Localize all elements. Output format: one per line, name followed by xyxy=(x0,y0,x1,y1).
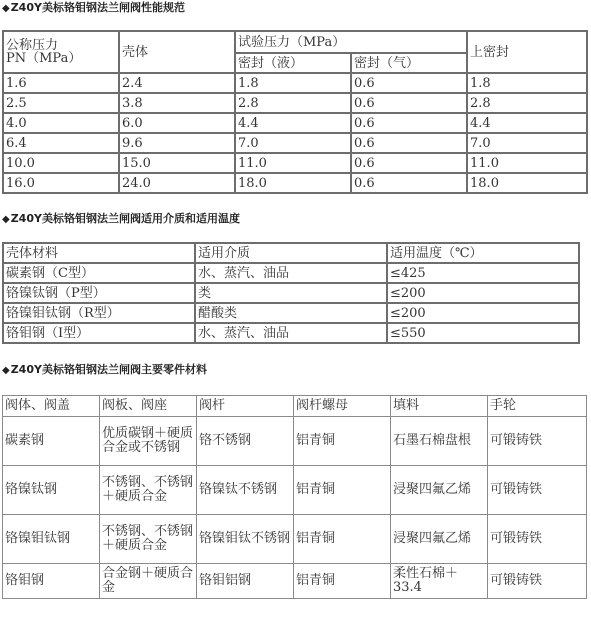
table-cell: ≤550 xyxy=(387,323,579,343)
table-cell: 铬镍钛钢 xyxy=(3,466,100,515)
table-cell: 1.6 xyxy=(3,73,119,93)
section-heading-materials xyxy=(2,362,207,378)
table-cell: 3.8 xyxy=(119,93,235,113)
table-cell: ≤200 xyxy=(387,303,579,323)
table-cell: 合金钢＋硬质合金 xyxy=(100,564,197,599)
table-cell: 4.4 xyxy=(235,113,351,133)
table-cell: 水、蒸汽、油品 xyxy=(195,263,387,283)
header-cell-disc-seat: 阀板、阀座 xyxy=(100,396,197,417)
table-row xyxy=(3,283,579,303)
table-cell: 铬不锈钢 xyxy=(197,417,294,466)
table-cell: 9.6 xyxy=(119,133,235,153)
table-cell: 铬钼铝钢 xyxy=(197,564,294,599)
table-cell: 0.6 xyxy=(351,153,467,173)
table-cell: 铬镍钛不锈钢 xyxy=(197,466,294,515)
table-cell: 碳素钢 xyxy=(3,417,100,466)
table-cell: 7.0 xyxy=(235,133,351,153)
table-cell: 1.8 xyxy=(235,73,351,93)
table-cell: 醋酸类 xyxy=(195,303,387,323)
table-cell: 铬钼钢 xyxy=(3,564,100,599)
table-cell: 2.5 xyxy=(3,93,119,113)
table-cell: 11.0 xyxy=(235,153,351,173)
table-cell: 10.0 xyxy=(3,153,119,173)
table-row xyxy=(3,515,587,564)
table-cell: 铬钼钢（I型） xyxy=(3,323,195,343)
header-cell-stem-nut: 阀杆螺母 xyxy=(294,396,391,417)
table-cell: ≤200 xyxy=(387,283,579,303)
header-cell-body-bonnet: 阀体、阀盖 xyxy=(3,396,100,417)
header-cell-stem: 阀杆 xyxy=(197,396,294,417)
header-cell-test-pressure: 试验压力（MPa） xyxy=(235,31,467,53)
table-header-row xyxy=(3,31,587,53)
table-cell: 2.8 xyxy=(467,93,587,113)
table-cell: 6.4 xyxy=(3,133,119,153)
table-cell: 浸聚四氟乙烯 xyxy=(391,515,488,564)
table-row xyxy=(3,113,587,133)
table-cell: ≤425 xyxy=(387,263,579,283)
table-cell: 1.8 xyxy=(467,73,587,93)
table-row xyxy=(3,323,579,343)
diamond-bullet-icon: ◆ xyxy=(2,365,10,376)
table-cell: 铬镍钛钢（P型） xyxy=(3,283,195,303)
table-cell: 可锻铸铁 xyxy=(488,466,587,515)
parts-material-table xyxy=(2,395,587,599)
table-row xyxy=(3,93,587,113)
table-cell: 7.0 xyxy=(467,133,587,153)
table-header-row xyxy=(3,243,579,263)
table-cell: 6.0 xyxy=(119,113,235,133)
table-cell: 碳素钢（C型） xyxy=(3,263,195,283)
table-cell: 柔性石棉＋33.4 xyxy=(391,564,488,599)
table-cell: 铝青铜 xyxy=(294,564,391,599)
table-cell: 0.6 xyxy=(351,93,467,113)
table-cell: 18.0 xyxy=(467,173,587,193)
table-cell: 15.0 xyxy=(119,153,235,173)
table-cell: 4.4 xyxy=(467,113,587,133)
table-cell: 石墨石棉盘根 xyxy=(391,417,488,466)
table-row xyxy=(3,173,587,193)
table-cell: 不锈钢、不锈钢＋硬质合金 xyxy=(100,515,197,564)
table-cell: 水、蒸汽、油品 xyxy=(195,323,387,343)
table-cell: 铬镍钼钛钢 xyxy=(3,515,100,564)
table-cell: 0.6 xyxy=(351,133,467,153)
table-cell: 4.0 xyxy=(3,113,119,133)
media-temperature-table xyxy=(2,242,580,344)
table-row xyxy=(3,73,587,93)
table-cell: 11.0 xyxy=(467,153,587,173)
table-cell: 2.8 xyxy=(235,93,351,113)
header-cell-shell: 壳体 xyxy=(119,31,235,73)
table-row xyxy=(3,303,579,323)
section-title: Z40Y美标铬钼钢法兰闸阀性能规范 xyxy=(10,1,185,14)
section-heading-media-temperature xyxy=(2,211,240,227)
header-cell-upper-seal: 上密封 xyxy=(467,31,587,73)
table-cell: 类 xyxy=(195,283,387,303)
table-cell: 优质碳钢＋硬质合金或不锈钢 xyxy=(100,417,197,466)
section-heading-performance xyxy=(2,0,185,16)
table-cell: 0.6 xyxy=(351,113,467,133)
header-cell-packing: 填料 xyxy=(391,396,488,417)
table-cell: 浸聚四氟乙烯 xyxy=(391,466,488,515)
table-cell: 18.0 xyxy=(235,173,351,193)
table-cell: 2.4 xyxy=(119,73,235,93)
table-cell: 铝青铜 xyxy=(294,417,391,466)
header-cell-seal-gas: 密封（气） xyxy=(351,53,467,73)
table-cell: 铬镍钼钛钢（R型） xyxy=(3,303,195,323)
header-cell-shell-material: 壳体材料 xyxy=(3,243,195,263)
diamond-bullet-icon: ◆ xyxy=(2,214,10,225)
table-cell: 0.6 xyxy=(351,173,467,193)
table-cell: 可锻铸铁 xyxy=(488,417,587,466)
table-cell: 24.0 xyxy=(119,173,235,193)
diamond-bullet-icon: ◆ xyxy=(2,3,10,14)
table-row xyxy=(3,263,579,283)
table-row xyxy=(3,153,587,173)
table-cell: 可锻铸铁 xyxy=(488,515,587,564)
header-cell-applicable-medium: 适用介质 xyxy=(195,243,387,263)
table-cell: 0.6 xyxy=(351,73,467,93)
header-cell-nominal-pressure: 公称压力 PN（MPa） xyxy=(3,31,119,73)
header-cell-seal-liquid: 密封（液） xyxy=(235,53,351,73)
table-cell: 不锈钢、不锈钢＋硬质合金 xyxy=(100,466,197,515)
table-row xyxy=(3,133,587,153)
table-cell: 可锻铸铁 xyxy=(488,564,587,599)
table-header-row xyxy=(3,396,587,417)
table-row xyxy=(3,417,587,466)
table-row xyxy=(3,564,587,599)
performance-table xyxy=(2,30,588,194)
header-cell-handwheel: 手轮 xyxy=(488,396,587,417)
table-cell: 铝青铜 xyxy=(294,466,391,515)
header-cell-applicable-temperature: 适用温度（℃） xyxy=(387,243,579,263)
table-cell: 铝青铜 xyxy=(294,515,391,564)
table-row xyxy=(3,466,587,515)
table-cell: 铬镍钼钛不锈钢 xyxy=(197,515,294,564)
table-cell: 16.0 xyxy=(3,173,119,193)
section-title: Z40Y美标铬钼钢法兰闸阀主要零件材料 xyxy=(10,363,207,376)
section-title: Z40Y美标铬钼钢法兰闸阀适用介质和适用温度 xyxy=(10,212,240,225)
